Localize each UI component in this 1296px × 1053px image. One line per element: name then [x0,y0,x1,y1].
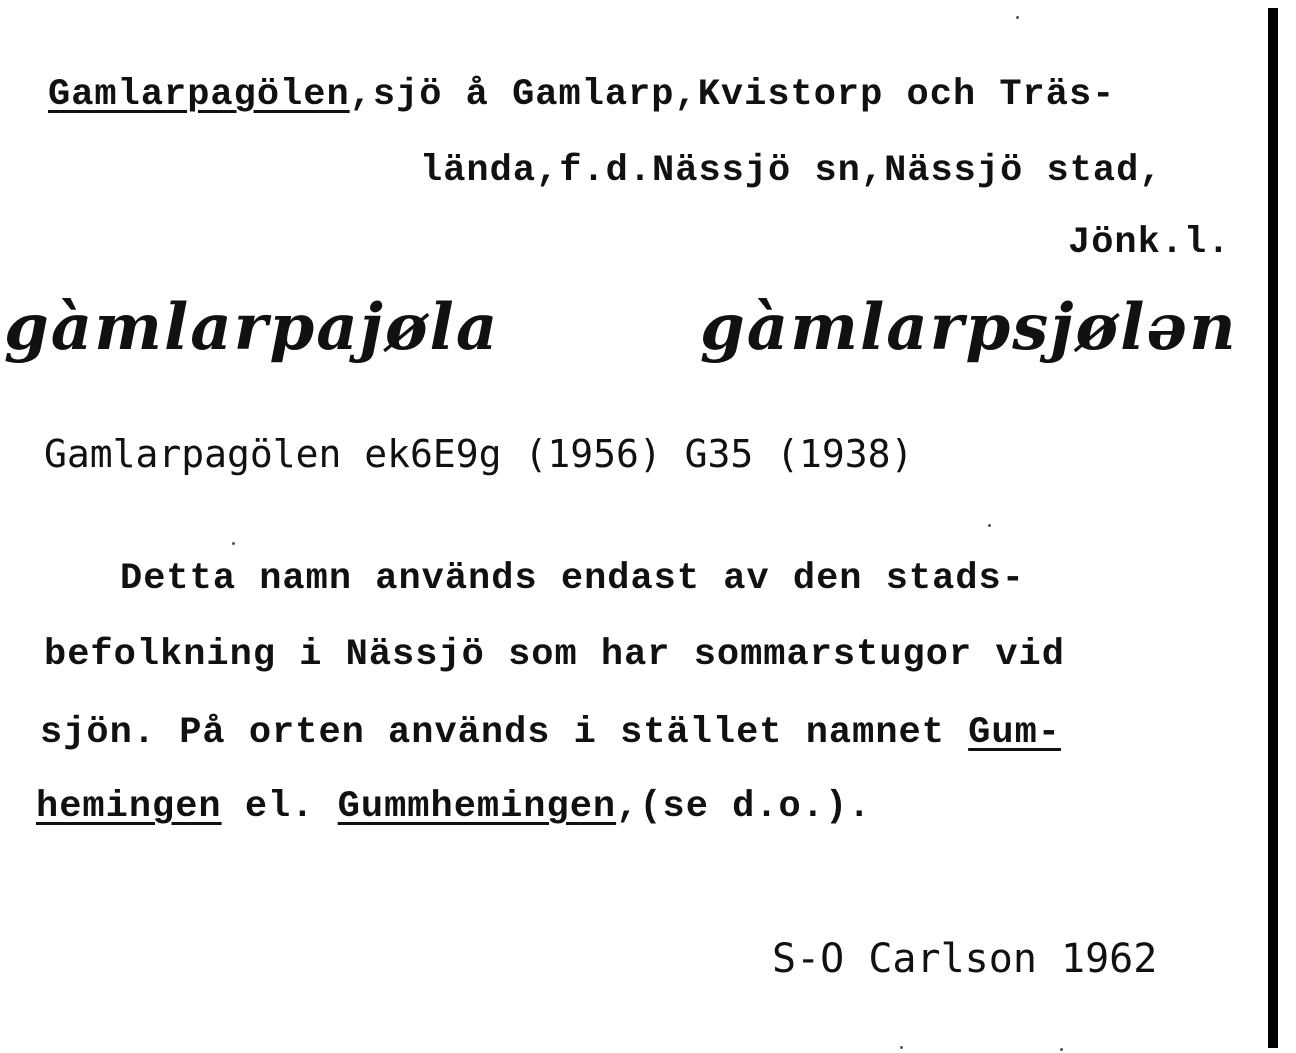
alt-name-1-part-1: Gum- [968,712,1061,754]
alt-name-1-part-2: hemingen [36,786,222,828]
header-line-2: lända,f.d.Nässjö sn,Nässjö stad, [420,150,1163,192]
scan-speck [988,524,991,527]
scan-speck [900,1046,903,1049]
scan-speck [1016,16,1019,19]
body-line-4: hemingen el. Gummhemingen,(se d.o.). [36,786,872,828]
body-line-3: sjön. På orten används i stället namnet Gum- [40,712,1061,754]
phonetic-form-2: gàmlarpsjølən [700,290,1238,365]
scan-speck [1060,1048,1063,1051]
alt-name-2: Gummhemingen [337,786,617,828]
header-line-3: Jönk.l. [1068,222,1231,264]
scan-speck [232,542,235,545]
body-line-2: befolkning i Nässjö som har sommarstugor vid [44,634,1065,676]
body-line-1: Detta namn används endast av den stads- [120,558,1025,600]
card-edge-shadow [1268,8,1278,1048]
place-name: Gamlarpagölen [48,74,350,116]
reference-line: Gamlarpagölen ek6E9g (1956) G35 (1938) [44,432,914,476]
phonetic-form-1: gàmlarpajøla [4,290,500,365]
signature: S-O Carlson 1962 [772,936,1158,982]
header-line-1: Gamlarpagölen,sjö å Gamlarp,Kvistorp och Träs- [48,74,1116,116]
